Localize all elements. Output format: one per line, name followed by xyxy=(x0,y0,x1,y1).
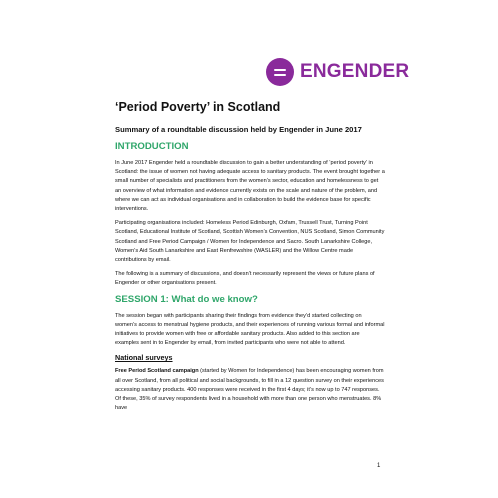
logo-text: ENGENDER xyxy=(300,61,410,82)
equals-circle-icon xyxy=(266,58,294,86)
intro-paragraph-3: The following is a summary of discussions, and doesn’t necessarily represent the views or future plans of Engender or other organisations present. xyxy=(115,271,375,287)
section-heading-session-1: SESSION 1: What do we know? xyxy=(115,293,258,305)
document-title: ‘Period Poverty’ in Scotland xyxy=(115,100,281,114)
national-surveys-paragraph xyxy=(115,367,385,413)
document-body xyxy=(115,100,385,418)
intro-paragraph-1: In June 2017 Engender held a roundtable discussion to gain a better understanding of ‘period poverty’ in Scotland: the issue of women not having adequate access to sanitary products. The event brought together a small number of specialists and practitioners from the women’s sector, education and homelessness to get an overview of what information and evidence currently exists on the scale and nature of the problem, and where we can act as individual organisations and in collaboration to build the evidence base for specific interventions. xyxy=(115,160,385,213)
engender-logo xyxy=(266,57,409,87)
section-heading-introduction: INTRODUCTION xyxy=(115,141,189,152)
session1-paragraph-1: The session began with participants sharing their findings from evidence they’d started collecting on women’s access to menstrual hygiene products, and their experiences of running various formal and informal initiatives to provide women with free or affordable sanitary products. Also added to this section are examples sent in to Engender by email, from invited participants who were not able to attend. xyxy=(115,312,385,347)
intro-paragraph-2: Participating organisations included: Homeless Period Edinburgh, Oxfam, Trussell Trust, Turning Point Scotland, Educational Institute of Scotland, Scottish Women’s Convention, NUS Scotland, Simon Community Scotland and Free Period Campaign / Women for Independence and Sacro. South Lanarkshire College, Women’s Aid South Lanarkshire and East Renfrewshire (WASLER) and the Willow Centre made contributions by email. xyxy=(115,220,385,264)
document-subtitle: Summary of a roundtable discussion held by Engender in June 2017 xyxy=(115,125,362,134)
national-surveys-text: (started by Women for Independence) has been encouraging women from all over Scotland, from all political and social backgrounds, to fill in a 12 question survey on their experiences accessing sanitary products. 400 responses were received in the first 4 days; it’s now up to 747 responses. Of these, 35% of survey respondents lived in a household with more than one person who menstruates. 8% have xyxy=(115,368,384,412)
page-number: 1 xyxy=(377,463,381,469)
free-period-campaign-name: Free Period Scotland campaign xyxy=(115,368,199,375)
subheading-national-surveys: National surveys xyxy=(115,353,173,363)
